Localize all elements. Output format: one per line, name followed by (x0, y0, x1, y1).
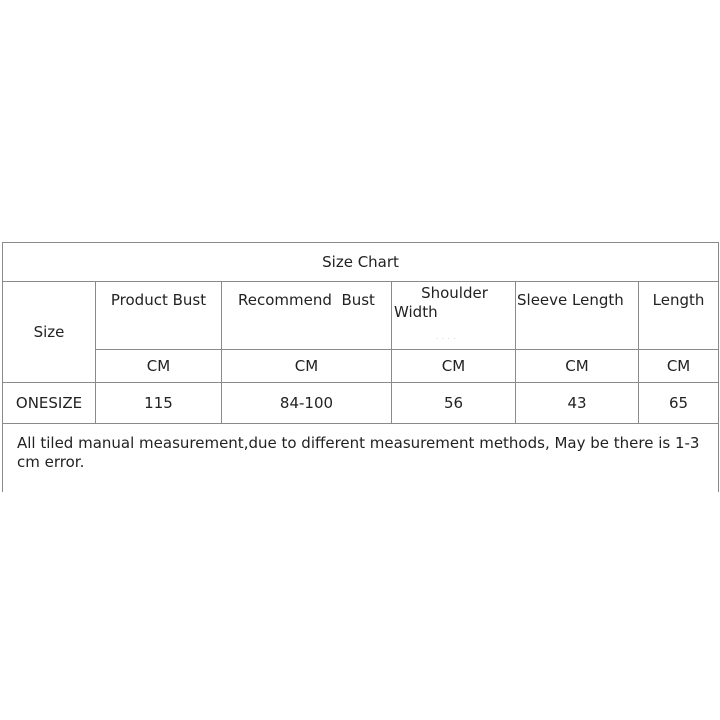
unit-product-bust: CM (96, 350, 222, 383)
header-length: Length (639, 282, 719, 350)
header-product-bust: Product Bust (96, 282, 222, 350)
value-length: 65 (639, 383, 719, 424)
unit-length: CM (639, 350, 719, 383)
header-sleeve-length: Sleeve Length (516, 282, 639, 350)
size-value: ONESIZE (3, 383, 96, 424)
unit-sleeve-length: CM (516, 350, 639, 383)
decorative-dots: . . . . (436, 334, 457, 341)
size-chart-table (2, 242, 719, 492)
measurement-note: All tiled manual measurement,due to different measurement methods, May be there is 1-3 cm error. (3, 424, 719, 493)
header-shoulder-line1: Shoulder (421, 284, 488, 302)
value-recommend-bust: 84-100 (222, 383, 392, 424)
value-shoulder-width: 56 (392, 383, 516, 424)
value-sleeve-length: 43 (516, 383, 639, 424)
header-shoulder-width (392, 282, 516, 350)
header-recommend-bust (222, 282, 392, 350)
size-header: Size (3, 282, 96, 383)
table-title: Size Chart (3, 243, 719, 282)
header-shoulder-line2: Width (394, 303, 438, 321)
unit-recommend-bust: CM (222, 350, 392, 383)
unit-shoulder-width: CM (392, 350, 516, 383)
header-recommend-bust-label: Recommend Bust (238, 291, 375, 309)
value-product-bust: 115 (96, 383, 222, 424)
